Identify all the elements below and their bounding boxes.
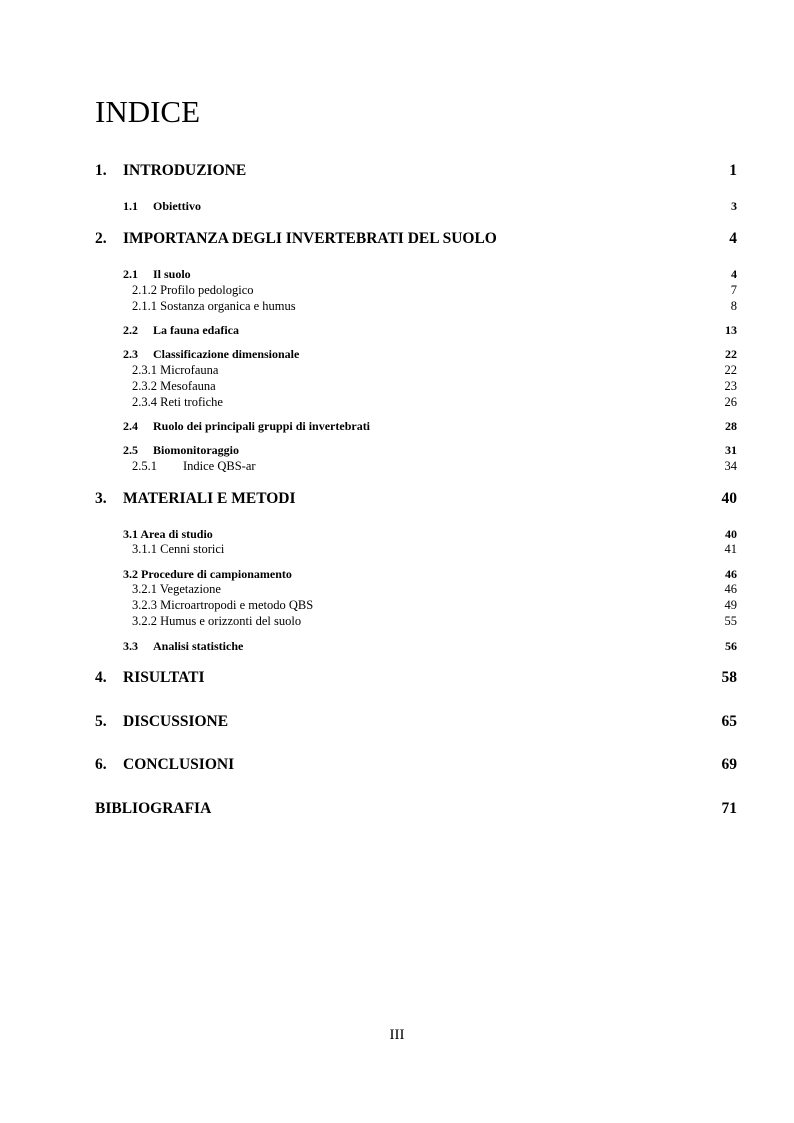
section-title: Classificazione dimensionale — [153, 347, 300, 361]
section-page: 28 — [725, 419, 737, 433]
chapter-page: 69 — [721, 756, 737, 773]
subsection-page: 41 — [724, 542, 737, 556]
subsection-page: 8 — [730, 299, 737, 313]
section-title: La fauna edafica — [153, 323, 240, 337]
subsection-title: 2.3.2 Mesofauna — [132, 379, 216, 393]
chapter-title: INTRODUZIONE — [123, 162, 247, 179]
toc-bibliography[interactable] — [0, 799, 794, 819]
subsection-title: 3.1.1 Cenni storici — [132, 542, 225, 556]
section-page: 31 — [725, 443, 737, 457]
chapter-page: 1 — [729, 162, 737, 179]
chapter-page: 65 — [721, 713, 737, 730]
section-number: 2.5 — [123, 443, 138, 457]
toc-chapter-1[interactable] — [0, 161, 794, 181]
toc-subsection[interactable] — [0, 298, 794, 318]
section-title: Analisi statistiche — [153, 639, 244, 653]
section-number: 2.4 — [123, 419, 138, 433]
section-title: Biomonitoraggio — [153, 443, 239, 457]
bibliography-page: 71 — [721, 800, 737, 817]
chapter-number: 6. — [95, 756, 107, 773]
subsection-page: 34 — [724, 459, 737, 473]
subsection-title: 2.1.1 Sostanza organica e humus — [132, 299, 296, 313]
subsection-page: 23 — [724, 379, 737, 393]
section-page: 13 — [725, 323, 737, 337]
toc-chapter-5[interactable] — [0, 712, 794, 732]
section-title: Obiettivo — [153, 199, 201, 213]
section-title: Ruolo dei principali gruppi di invertebrati — [153, 419, 371, 433]
chapter-page: 40 — [721, 490, 737, 507]
toc-chapter-4[interactable] — [0, 668, 794, 688]
section-number: 2.1 — [123, 267, 138, 281]
subsection-page: 46 — [724, 582, 737, 596]
section-page: 4 — [731, 267, 737, 281]
page-number-footer: III — [389, 1027, 405, 1043]
toc-subsection[interactable] — [0, 541, 794, 561]
subsection-page: 7 — [730, 283, 737, 297]
subsection-number: 2.5.1 — [132, 459, 157, 473]
subsection-title: Indice QBS-ar — [183, 459, 256, 473]
chapter-title: IMPORTANZA DEGLI INVERTEBRATI DEL SUOLO — [123, 230, 497, 247]
toc-subsection[interactable] — [0, 394, 794, 414]
subsection-title: 3.2.3 Microartropodi e metodo QBS — [132, 598, 314, 612]
chapter-number: 5. — [95, 713, 107, 730]
toc-section-1-1[interactable] — [0, 198, 794, 218]
section-title: 3.1 Area di studio — [123, 527, 213, 541]
subsection-page: 55 — [724, 614, 737, 628]
subsection-page: 22 — [724, 363, 737, 377]
page-title: INDICE — [95, 94, 201, 129]
chapter-number: 3. — [95, 490, 107, 507]
toc-section-2-2[interactable] — [0, 322, 794, 342]
section-number: 1.1 — [123, 199, 138, 213]
subsection-title: 3.2.2 Humus e orizzonti del suolo — [132, 614, 302, 628]
chapter-title: CONCLUSIONI — [123, 756, 235, 773]
chapter-number: 2. — [95, 230, 107, 247]
subsection-title: 2.1.2 Profilo pedologico — [132, 283, 254, 297]
chapter-title: DISCUSSIONE — [123, 713, 229, 730]
chapter-number: 4. — [95, 669, 107, 686]
subsection-title: 2.3.1 Microfauna — [132, 363, 219, 377]
section-page: 46 — [725, 567, 737, 581]
toc-subsection[interactable] — [0, 613, 794, 633]
chapter-page: 58 — [721, 669, 737, 686]
subsection-title: 2.3.4 Reti trofiche — [132, 395, 223, 409]
toc-subsection[interactable] — [0, 458, 794, 478]
section-title: Il suolo — [153, 267, 191, 281]
subsection-page: 26 — [724, 395, 737, 409]
toc-chapter-6[interactable] — [0, 755, 794, 775]
toc-section-3-3[interactable] — [0, 638, 794, 658]
section-number: 3.3 — [123, 639, 138, 653]
section-number: 2.3 — [123, 347, 138, 361]
toc-chapter-2[interactable] — [0, 229, 794, 249]
toc-chapter-3[interactable] — [0, 489, 794, 509]
chapter-title: RISULTATI — [123, 669, 205, 686]
subsection-title: 3.2.1 Vegetazione — [132, 582, 221, 596]
section-page: 40 — [725, 527, 737, 541]
section-title: 3.2 Procedure di campionamento — [123, 567, 292, 581]
toc-section-2-4[interactable] — [0, 418, 794, 438]
section-number: 2.2 — [123, 323, 138, 337]
bibliography-title: BIBLIOGRAFIA — [95, 800, 212, 817]
chapter-title: MATERIALI E METODI — [123, 490, 296, 507]
subsection-page: 49 — [724, 598, 737, 612]
section-page: 56 — [725, 639, 737, 653]
section-page: 22 — [725, 347, 737, 361]
chapter-page: 4 — [729, 230, 737, 247]
chapter-number: 1. — [95, 162, 107, 179]
section-page: 3 — [731, 199, 737, 213]
